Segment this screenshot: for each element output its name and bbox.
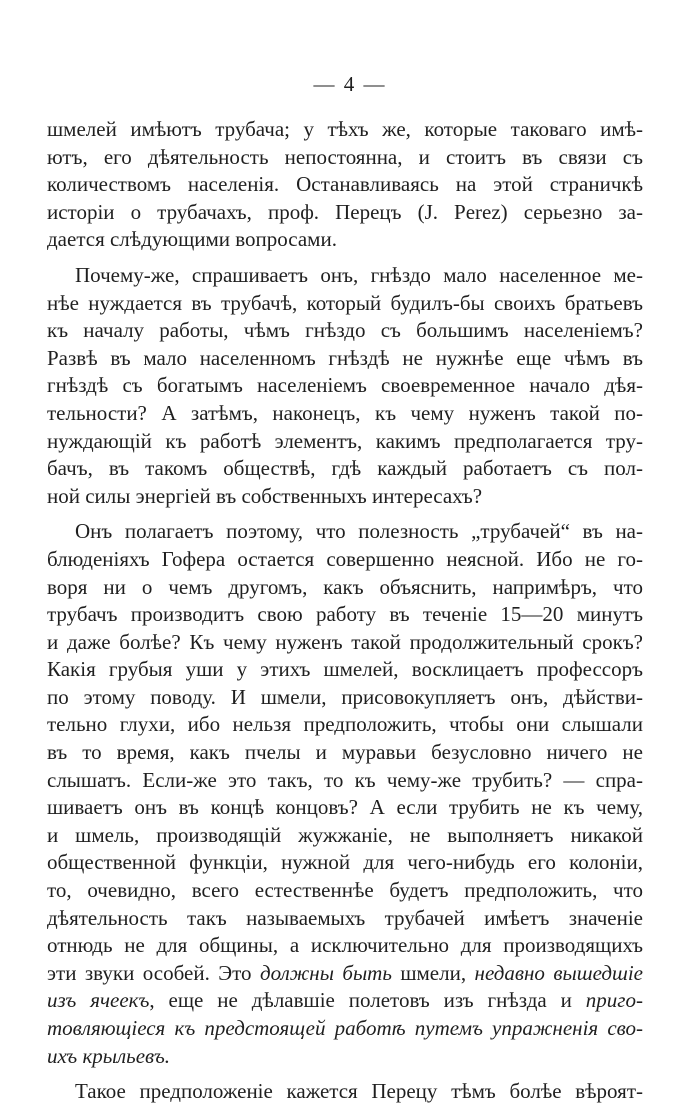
italic-text: приго-: [585, 988, 643, 1013]
text-segment: эти звуки особей. Это: [47, 960, 260, 985]
text-line: [47, 199, 643, 227]
text-segment: дается слѣдующими вопросами.: [47, 227, 337, 252]
text-line: [47, 144, 643, 172]
text-line: [47, 546, 643, 574]
text-line: [47, 987, 643, 1015]
text-line: [47, 629, 643, 657]
text-line: [47, 711, 643, 739]
text-segment: бачъ, въ такомъ обществѣ, гдѣ каждый работаетъ съ пол-: [47, 456, 643, 481]
text-line: [47, 1078, 643, 1106]
text-line: [47, 483, 643, 511]
text-segment: исторіи о трубачахъ, проф. Перецъ (J. Perez) серьезно за-: [47, 199, 643, 224]
text-segment: общественной функціи, нужной для чего-нибудь его колоніи,: [47, 850, 643, 875]
text-segment: Онъ полагаетъ поэтому, что полезность „трубачей“ въ на-: [75, 519, 643, 544]
text-line: [47, 1015, 643, 1043]
paragraph: [47, 1078, 643, 1106]
paragraph: [47, 518, 643, 1070]
text-segment: отнюдь не для общины, а исключительно для производящихъ: [47, 933, 643, 958]
italic-text: недавно вышедшіе: [474, 960, 643, 985]
text-segment: по этому поводу. И шмели, присовокупляетъ онъ, дѣйстви-: [47, 684, 643, 709]
paragraph-gap: [47, 254, 643, 262]
paragraph-gap: [47, 1070, 643, 1078]
text-line: [47, 739, 643, 767]
text-line: [47, 877, 643, 905]
text-segment: гнѣздѣ съ богатымъ населеніемъ своевременное начало дѣя-: [47, 373, 643, 398]
italic-text: товляющіеся къ предстоящей работѣ путемъ упражненія сво-: [47, 1016, 643, 1040]
body-text: [47, 116, 643, 1106]
text-segment: воря ни о чемъ другомъ, какъ объяснить, напримѣръ, что: [47, 574, 643, 599]
text-segment: Развѣ въ мало населенномъ гнѣздѣ не нужнѣе еще чѣмъ въ: [47, 345, 643, 370]
text-line: [47, 684, 643, 712]
text-line: [47, 317, 643, 345]
italic-text: изъ ячеекъ: [47, 988, 150, 1013]
text-line: [47, 116, 643, 144]
text-line: [47, 905, 643, 933]
text-segment: нуждающій къ работѣ элементъ, какимъ предполагается тру-: [47, 428, 643, 453]
text-segment: то, очевидно, всего естественнѣе будетъ предположить, что: [47, 878, 643, 903]
text-segment: шмели,: [391, 960, 475, 985]
text-line: [47, 932, 643, 960]
text-line: [47, 1043, 643, 1071]
text-line: [47, 822, 643, 850]
text-segment: къ началу работы, чѣмъ гнѣздо съ большимъ населеніемъ?: [47, 318, 643, 343]
italic-text: должны быть: [260, 960, 392, 985]
text-segment: въ то время, какъ пчелы и муравьи безусловно ничего не: [47, 740, 643, 765]
text-line: [47, 262, 643, 290]
text-line: [47, 372, 643, 400]
text-line: [47, 428, 643, 456]
text-line: [47, 345, 643, 373]
paragraph: [47, 116, 643, 254]
text-segment: и шмель, производящій жужжаніе, не выполняетъ никакой: [47, 822, 643, 847]
text-segment: ной силы энергіей въ собственныхъ интересахъ?: [47, 483, 483, 508]
text-line: [47, 794, 643, 822]
page-number: — 4 —: [313, 72, 387, 96]
text-segment: шиваетъ онъ въ концѣ концовъ? А если трубить не къ чему,: [47, 795, 643, 820]
text-segment: Почему-же, спрашиваетъ онъ, гнѣздо мало населенное ме-: [75, 262, 643, 287]
text-line: [47, 849, 643, 877]
text-line: [47, 226, 643, 254]
text-segment: шмелей имѣютъ трубача; у тѣхъ же, которые таковаго имѣ-: [47, 117, 643, 141]
text-line: [47, 601, 643, 629]
text-line: [47, 518, 643, 546]
text-segment: и даже болѣе? Къ чему нуженъ такой продолжительный срокъ?: [47, 629, 643, 654]
text-segment: тельно глухи, ибо нельзя предположить, чтобы они слышали: [47, 712, 643, 737]
text-segment: ютъ, его дѣятельность непостоянна, и стоитъ въ связи съ: [47, 144, 643, 169]
text-line: [47, 455, 643, 483]
text-segment: тельности? А затѣмъ, наконецъ, къ чему нуженъ такой по-: [47, 400, 643, 425]
text-line: [47, 290, 643, 318]
text-line: [47, 574, 643, 602]
text-segment: , еще не дѣлавшіе полетовъ изъ гнѣзда и: [149, 988, 586, 1013]
italic-text: ихъ крыльевъ.: [47, 1043, 171, 1068]
paragraph-gap: [47, 510, 643, 518]
text-segment: Такое предположеніе кажется Перецу тѣмъ болѣе вѣроят-: [75, 1079, 643, 1104]
text-segment: количествомъ населенія. Останавливаясь на этой страничкѣ: [47, 172, 643, 197]
text-segment: блюденіяхъ Гофера остается совершенно неясной. Ибо не го-: [47, 546, 643, 571]
text-segment: нѣе нуждается въ трубачѣ, который будилъ-бы своихъ братьевъ: [47, 290, 643, 315]
text-segment: трубачъ производитъ свою работу въ теченіе 15—20 минутъ: [47, 602, 643, 627]
paragraph: [47, 262, 643, 510]
text-line: [47, 171, 643, 199]
text-line: [47, 960, 643, 988]
text-segment: Какія грубыя уши у этихъ шмелей, восклицаетъ профессоръ: [47, 657, 643, 682]
text-line: [47, 767, 643, 795]
text-line: [47, 656, 643, 684]
text-line: [47, 400, 643, 428]
text-segment: слышатъ. Если-же это такъ, то къ чему-же трубить? — спра-: [47, 767, 643, 792]
text-segment: дѣятельность такъ называемыхъ трубачей имѣетъ значеніе: [47, 905, 643, 930]
